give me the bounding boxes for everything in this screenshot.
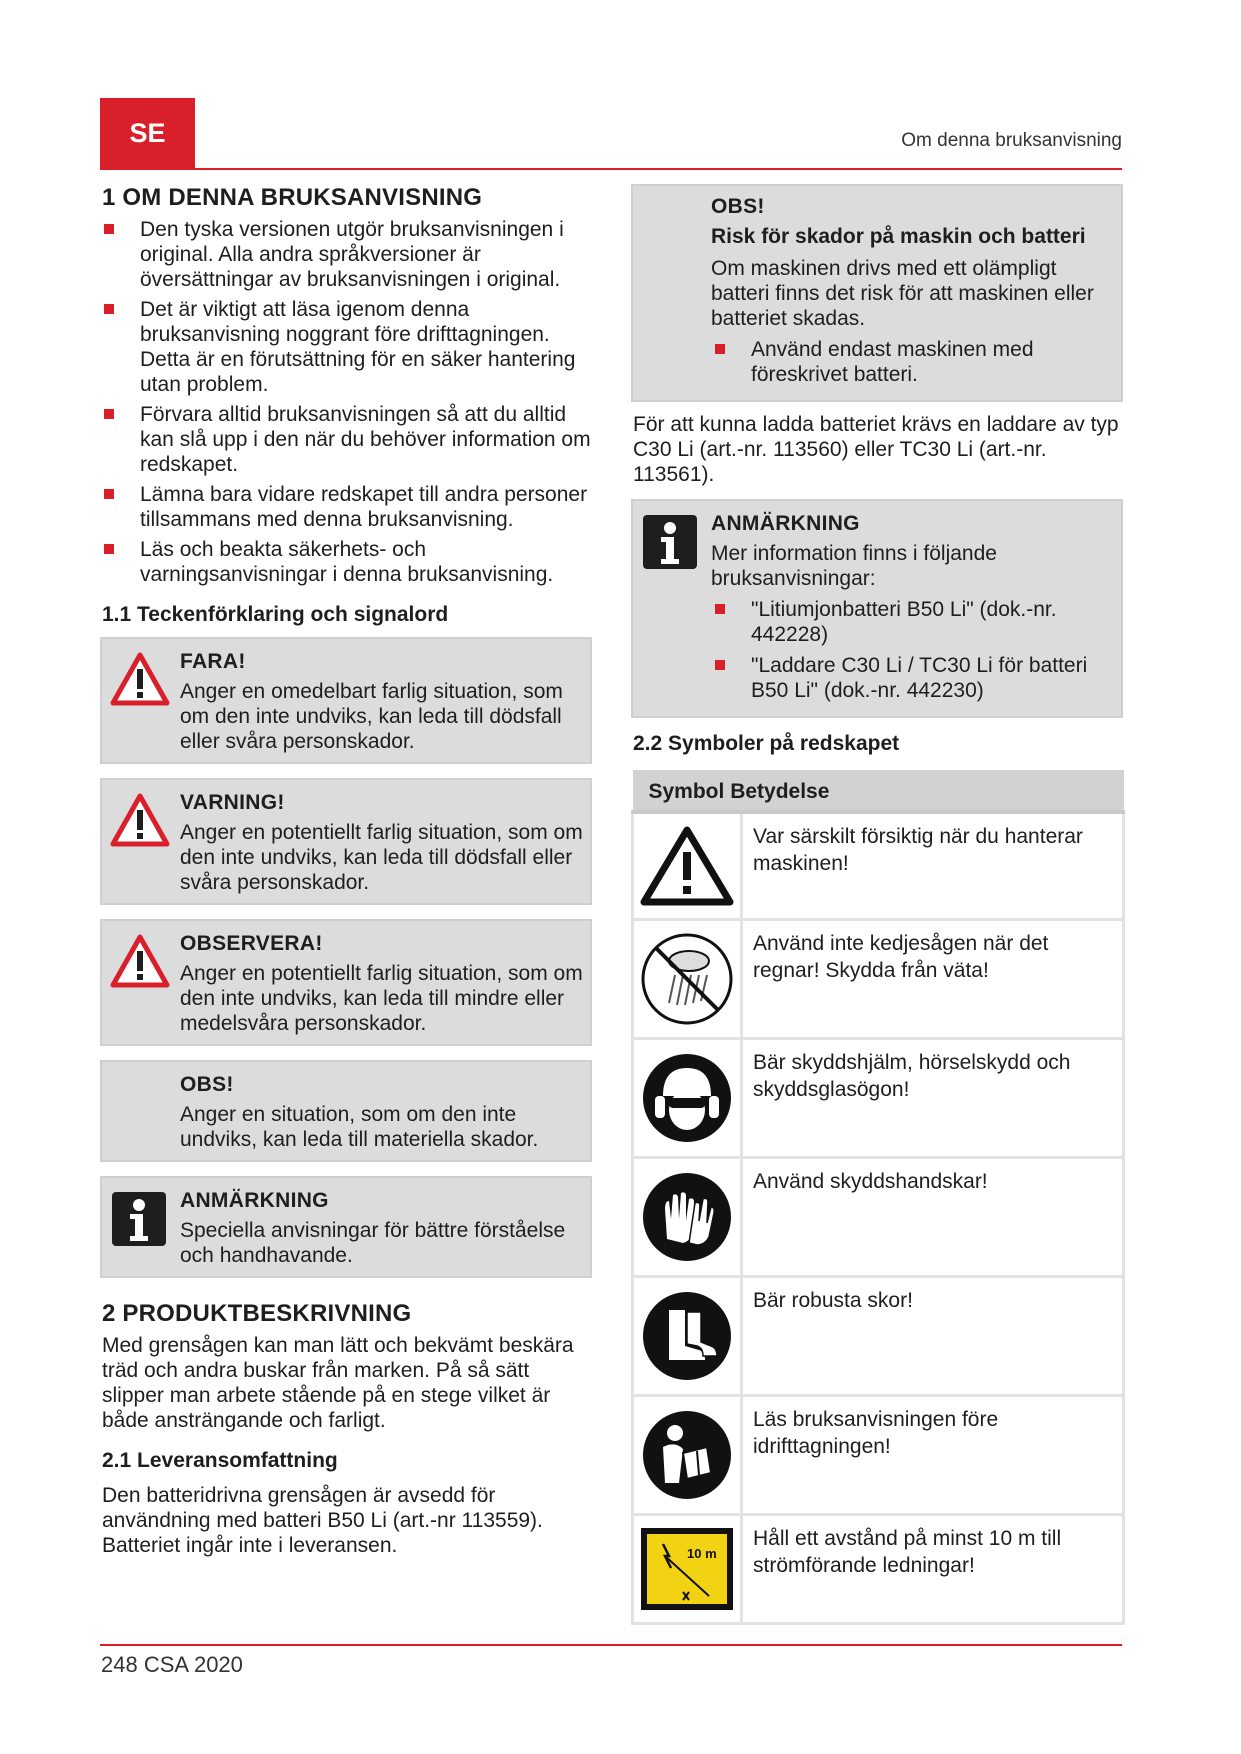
header-divider: [100, 168, 1122, 170]
box-text: Anger en situation, som om den inte undviks, kan leda till materiella skador.: [180, 1103, 539, 1151]
read-manual-icon: [639, 1407, 735, 1503]
bullet-icon: [715, 604, 725, 614]
footer-divider: [100, 1644, 1122, 1646]
signal-box-warning: [100, 778, 592, 905]
bullet-icon: [715, 660, 725, 670]
box-subtitle: Risk för skador på maskin och batteri: [711, 225, 1086, 248]
box-title: ANMÄRKNING: [180, 1189, 329, 1212]
symbol-meaning: Bär robusta skor!: [742, 1277, 1124, 1396]
bullet-icon: [715, 344, 725, 354]
warning-triangle-icon: [110, 792, 170, 853]
list-item: Lämna bara vidare redskapet till andra personer tillsammans med denna bruksanvisning.: [100, 482, 592, 532]
section-1-list: [100, 217, 592, 587]
table-row: [633, 1277, 1124, 1396]
bullet-icon: [104, 224, 114, 234]
note-box: [631, 499, 1123, 718]
signal-box-caution: [100, 919, 592, 1046]
section-2-1-title: 2.1 Leveransomfattning: [102, 1449, 338, 1472]
list-item: "Litiumjonbatteri B50 Li" (dok.-nr. 442228): [711, 597, 1117, 647]
column-header-meaning: Betydelse: [730, 780, 830, 803]
gloves-icon: [639, 1169, 735, 1265]
box-text: Anger en potentiellt farlig situation, som om den inte undviks, kan leda till mindre eller medelsvåra personskador.: [180, 962, 583, 1035]
box-title: VARNING!: [180, 791, 285, 814]
list-item: Det är viktigt att läsa igenom denna bruksanvisning noggrant före drifttagningen. Detta är en förutsättning för en säker hantering utan problem.: [100, 297, 592, 397]
bullet-icon: [104, 544, 114, 554]
section-2-text: Med grensågen kan man lätt och bekvämt beskära träd och andra buskar från marken. På så sätt slipper man arbete stående på en stege vilket är både ansträngande och farligt.: [102, 1334, 574, 1432]
symbol-meaning: Använd skyddshandskar!: [742, 1158, 1124, 1277]
warning-triangle-icon: [110, 651, 170, 712]
box-text: Speciella anvisningar för bättre förståelse och handhavande.: [180, 1219, 566, 1267]
box-title: OBSERVERA!: [180, 932, 323, 955]
section-1-title: 1 OM DENNA BRUKSANVISNING: [102, 184, 483, 211]
box-title: FARA!: [180, 650, 246, 673]
symbols-table: [631, 770, 1125, 1625]
signal-box-note: [100, 1176, 592, 1278]
table-row: [633, 1039, 1124, 1158]
table-row: [633, 812, 1124, 920]
bullet-icon: [104, 489, 114, 499]
left-column: [100, 184, 592, 1558]
box-title: OBS!: [180, 1073, 234, 1096]
symbol-meaning: Använd inte kedjesågen när det regnar! Skydda från väta!: [742, 920, 1124, 1039]
symbol-meaning: Var särskilt försiktig när du hanterar maskinen!: [742, 812, 1124, 920]
running-header: Om denna bruksanvisning: [901, 130, 1122, 151]
language-tab: SE: [100, 98, 195, 168]
table-row: [633, 1515, 1124, 1624]
box-title: ANMÄRKNING: [711, 512, 860, 535]
info-icon: [641, 513, 699, 576]
warning-triangle-icon: [110, 933, 170, 994]
bullet-icon: [104, 409, 114, 419]
box-title: OBS!: [711, 195, 765, 218]
charger-text: För att kunna ladda batteriet krävs en laddare av typ C30 Li (art.-nr. 113560) eller TC30 Li (art.-nr. 113561).: [633, 413, 1119, 486]
section-2-title: 2 PRODUKTBESKRIVNING: [102, 1300, 412, 1327]
table-row: [633, 920, 1124, 1039]
box-text: Anger en omedelbart farlig situation, som om den inte undviks, kan leda till dödsfall eller svåra personskador.: [180, 680, 563, 753]
helmet-ear-eye-protection-icon: [639, 1050, 735, 1146]
bullet-icon: [104, 304, 114, 314]
table-row: [633, 1158, 1124, 1277]
section-2-1-text: Den batteridrivna grensågen är avsedd för användning med batteri B50 Li (art.-nr 113559). Batteriet ingår inte i leveransen.: [102, 1484, 543, 1557]
list-item: "Laddare C30 Li / TC30 Li för batteri B50 Li" (dok.-nr. 442230): [711, 653, 1117, 703]
table-header-row: [633, 770, 1124, 812]
signal-box-danger: [100, 637, 592, 764]
boots-icon: [639, 1288, 735, 1384]
power-line-distance-icon: [639, 1526, 735, 1612]
list-item: Läs och beakta säkerhets- och varningsanvisningar i denna bruksanvisning.: [100, 537, 592, 587]
symbol-meaning: Bär skyddshjälm, hörselskydd och skyddsglasögon!: [742, 1039, 1124, 1158]
list-item: Använd endast maskinen med föreskrivet batteri.: [711, 337, 1117, 387]
box-text: Om maskinen drivs med ett olämpligt batteri finns det risk för att maskinen eller batteriet skadas.: [711, 257, 1094, 330]
section-1-1-title: 1.1 Teckenförklaring och signalord: [102, 603, 449, 626]
column-header-symbol: Symbol: [648, 780, 725, 803]
table-row: [633, 1396, 1124, 1515]
warning-triangle-icon: [639, 824, 735, 908]
right-column: [631, 184, 1123, 1625]
distance-label: 10 m: [687, 1546, 717, 1561]
info-icon: [110, 1190, 168, 1253]
symbol-meaning: Håll ett avstånd på minst 10 m till strömförande ledningar!: [742, 1515, 1124, 1624]
box-text: Mer information finns i följande bruksanvisningar:: [711, 542, 997, 590]
list-item: Förvara alltid bruksanvisningen så att du alltid kan slå upp i den när du behöver information om redskapet.: [100, 402, 592, 477]
list-item: Den tyska versionen utgör bruksanvisningen i original. Alla andra språkversioner är översättningar av bruksanvisningen i original.: [100, 217, 592, 292]
box-text: Anger en potentiellt farlig situation, som om den inte undviks, kan leda till dödsfall eller svåra personskador.: [180, 821, 583, 894]
section-2-2-title: 2.2 Symboler på redskapet: [633, 732, 900, 755]
no-rain-icon: [639, 931, 735, 1027]
page-footer: 248 CSA 2020: [101, 1652, 243, 1677]
signal-box-notice: [100, 1060, 592, 1162]
obs-box: [631, 184, 1123, 402]
symbol-meaning: Läs bruksanvisningen före idrifttagningen!: [742, 1396, 1124, 1515]
